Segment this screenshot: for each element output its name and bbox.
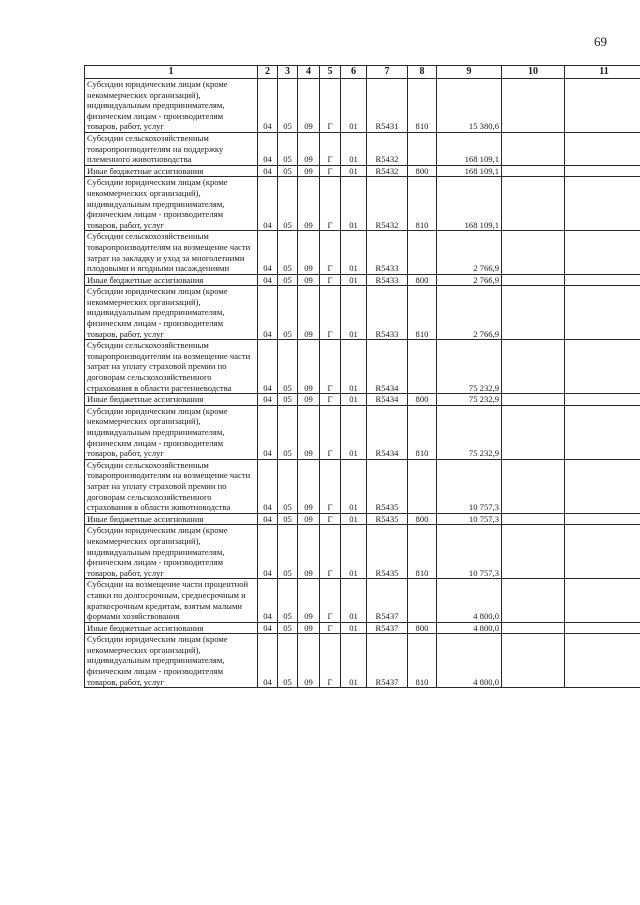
- code-cell: 04: [258, 459, 278, 513]
- code-cell: R5434: [367, 405, 408, 459]
- code-cell: 01: [341, 394, 367, 406]
- code-cell: R5432: [367, 132, 408, 165]
- amount-cell: 168 109,1: [437, 132, 502, 165]
- column-header: 8: [408, 66, 437, 79]
- code-cell: 05: [278, 513, 298, 525]
- code-cell: R5437: [367, 634, 408, 688]
- amount-cell: [502, 622, 565, 634]
- amount-cell: 2 766,9: [437, 286, 502, 340]
- code-cell: R5433: [367, 231, 408, 274]
- code-cell: 01: [341, 622, 367, 634]
- code-cell: 810: [408, 634, 437, 688]
- amount-cell: [565, 165, 640, 177]
- code-cell: Г: [320, 79, 341, 133]
- code-cell: 04: [258, 165, 278, 177]
- code-cell: 01: [341, 459, 367, 513]
- code-cell: R5437: [367, 579, 408, 622]
- code-cell: 05: [278, 231, 298, 274]
- code-cell: Г: [320, 340, 341, 394]
- amount-cell: 2 766,9: [437, 231, 502, 274]
- table-row: [85, 405, 640, 459]
- code-cell: 04: [258, 622, 278, 634]
- row-description: Субсидии сельскохозяйственным товаропроизводителям на поддержку племенного животноводства: [85, 132, 258, 165]
- table-header-row: [85, 66, 640, 79]
- code-cell: 04: [258, 405, 278, 459]
- code-cell: Г: [320, 177, 341, 231]
- row-description: Иные бюджетные ассигнования: [85, 394, 258, 406]
- code-cell: 01: [341, 340, 367, 394]
- code-cell: 04: [258, 513, 278, 525]
- row-description: Иные бюджетные ассигнования: [85, 274, 258, 286]
- column-header: 6: [341, 66, 367, 79]
- row-description: Иные бюджетные ассигнования: [85, 165, 258, 177]
- amount-cell: 75 232,9: [437, 340, 502, 394]
- column-header: 3: [278, 66, 298, 79]
- code-cell: [408, 340, 437, 394]
- code-cell: 05: [278, 405, 298, 459]
- code-cell: R5435: [367, 459, 408, 513]
- code-cell: 01: [341, 79, 367, 133]
- code-cell: 05: [278, 165, 298, 177]
- code-cell: 04: [258, 79, 278, 133]
- row-description: Субсидии юридическим лицам (кроме некоммерческих организаций), индивидуальным предпринимателям, физическим лицам - производителям товаров, работ, услуг: [85, 634, 258, 688]
- code-cell: [408, 132, 437, 165]
- code-cell: 04: [258, 525, 278, 579]
- code-cell: Г: [320, 274, 341, 286]
- column-header: 4: [298, 66, 320, 79]
- code-cell: R5432: [367, 165, 408, 177]
- code-cell: Г: [320, 231, 341, 274]
- code-cell: 05: [278, 622, 298, 634]
- amount-cell: [565, 177, 640, 231]
- code-cell: 01: [341, 177, 367, 231]
- column-header: 1: [85, 66, 258, 79]
- code-cell: 01: [341, 132, 367, 165]
- amount-cell: [502, 274, 565, 286]
- amount-cell: [565, 340, 640, 394]
- row-description: Иные бюджетные ассигнования: [85, 622, 258, 634]
- row-description: Субсидии сельскохозяйственным товаропроизводителям на возмещение части затрат на уплату страховой премии по договорам сельскохозяйственного страхования в области растениеводства: [85, 340, 258, 394]
- code-cell: 09: [298, 513, 320, 525]
- code-cell: 01: [341, 286, 367, 340]
- code-cell: 04: [258, 634, 278, 688]
- amount-cell: [565, 405, 640, 459]
- code-cell: R5433: [367, 274, 408, 286]
- row-description: Субсидии юридическим лицам (кроме некоммерческих организаций), индивидуальным предпринимателям, физическим лицам - производителям товаров, работ, услуг: [85, 286, 258, 340]
- table-row: [85, 177, 640, 231]
- amount-cell: [565, 274, 640, 286]
- code-cell: 800: [408, 274, 437, 286]
- row-description: Субсидии на возмещение части процентной ставки по долгосрочным, среднесрочным и краткосрочным кредитам, взятым малыми формами хозяйствования: [85, 579, 258, 622]
- amount-cell: [565, 459, 640, 513]
- column-header: 9: [437, 66, 502, 79]
- code-cell: 04: [258, 231, 278, 274]
- row-description: Субсидии юридическим лицам (кроме некоммерческих организаций), индивидуальным предпринимателям, физическим лицам - производителям товаров, работ, услуг: [85, 525, 258, 579]
- code-cell: 810: [408, 405, 437, 459]
- table-row: [85, 459, 640, 513]
- table-row: [85, 132, 640, 165]
- row-description: Субсидии юридическим лицам (кроме некоммерческих организаций), индивидуальным предпринимателям, физическим лицам - производителям товаров, работ, услуг: [85, 79, 258, 133]
- amount-cell: [565, 579, 640, 622]
- column-header: 7: [367, 66, 408, 79]
- amount-cell: [502, 513, 565, 525]
- amount-cell: 10 757,3: [437, 459, 502, 513]
- table-row: [85, 340, 640, 394]
- code-cell: 09: [298, 231, 320, 274]
- amount-cell: 4 800,0: [437, 579, 502, 622]
- code-cell: Г: [320, 513, 341, 525]
- code-cell: 05: [278, 634, 298, 688]
- amount-cell: 75 232,9: [437, 405, 502, 459]
- code-cell: 04: [258, 132, 278, 165]
- code-cell: 800: [408, 513, 437, 525]
- code-cell: 05: [278, 340, 298, 394]
- table-row: [85, 622, 640, 634]
- code-cell: 04: [258, 274, 278, 286]
- amount-cell: [502, 394, 565, 406]
- amount-cell: [502, 286, 565, 340]
- table-row: [85, 286, 640, 340]
- code-cell: 05: [278, 177, 298, 231]
- code-cell: 01: [341, 165, 367, 177]
- row-description: Субсидии юридическим лицам (кроме некоммерческих организаций), индивидуальным предпринимателям, физическим лицам - производителям товаров, работ, услуг: [85, 177, 258, 231]
- amount-cell: [565, 622, 640, 634]
- amount-cell: [565, 513, 640, 525]
- code-cell: 810: [408, 525, 437, 579]
- code-cell: 09: [298, 177, 320, 231]
- code-cell: 810: [408, 177, 437, 231]
- code-cell: 05: [278, 286, 298, 340]
- table-row: [85, 394, 640, 406]
- code-cell: 09: [298, 634, 320, 688]
- code-cell: Г: [320, 394, 341, 406]
- code-cell: R5431: [367, 79, 408, 133]
- table-row: [85, 231, 640, 274]
- row-description: Субсидии сельскохозяйственным товаропроизводителям на возмещение части затрат на закладку и уход за многолетними плодовыми и ягодными насаждениями: [85, 231, 258, 274]
- code-cell: 05: [278, 579, 298, 622]
- table-body: [85, 79, 640, 688]
- code-cell: Г: [320, 132, 341, 165]
- code-cell: 05: [278, 525, 298, 579]
- amount-cell: 4 800,0: [437, 634, 502, 688]
- code-cell: Г: [320, 165, 341, 177]
- code-cell: 01: [341, 274, 367, 286]
- amount-cell: 168 109,1: [437, 165, 502, 177]
- code-cell: 09: [298, 286, 320, 340]
- code-cell: 810: [408, 79, 437, 133]
- amount-cell: [565, 79, 640, 133]
- code-cell: R5433: [367, 286, 408, 340]
- code-cell: [408, 231, 437, 274]
- code-cell: 05: [278, 459, 298, 513]
- code-cell: 01: [341, 405, 367, 459]
- code-cell: 09: [298, 394, 320, 406]
- code-cell: Г: [320, 579, 341, 622]
- code-cell: 04: [258, 286, 278, 340]
- code-cell: 01: [341, 513, 367, 525]
- table-row: [85, 165, 640, 177]
- code-cell: [408, 459, 437, 513]
- code-cell: 09: [298, 132, 320, 165]
- code-cell: R5437: [367, 622, 408, 634]
- row-description: Иные бюджетные ассигнования: [85, 513, 258, 525]
- table-row: [85, 579, 640, 622]
- amount-cell: [502, 177, 565, 231]
- code-cell: Г: [320, 405, 341, 459]
- code-cell: 01: [341, 231, 367, 274]
- code-cell: Г: [320, 459, 341, 513]
- amount-cell: [502, 459, 565, 513]
- code-cell: 09: [298, 579, 320, 622]
- code-cell: Г: [320, 622, 341, 634]
- code-cell: 800: [408, 394, 437, 406]
- code-cell: 05: [278, 132, 298, 165]
- code-cell: Г: [320, 525, 341, 579]
- amount-cell: [502, 525, 565, 579]
- code-cell: 09: [298, 459, 320, 513]
- amount-cell: [565, 132, 640, 165]
- code-cell: R5434: [367, 394, 408, 406]
- amount-cell: [502, 634, 565, 688]
- amount-cell: [502, 405, 565, 459]
- column-header: 10: [502, 66, 565, 79]
- code-cell: 09: [298, 622, 320, 634]
- code-cell: 09: [298, 405, 320, 459]
- code-cell: 01: [341, 579, 367, 622]
- code-cell: 09: [298, 525, 320, 579]
- column-header: 11: [565, 66, 640, 79]
- table-row: [85, 79, 640, 133]
- amount-cell: [565, 394, 640, 406]
- budget-table: [84, 65, 640, 688]
- code-cell: 04: [258, 579, 278, 622]
- amount-cell: 10 757,3: [437, 525, 502, 579]
- code-cell: 05: [278, 394, 298, 406]
- amount-cell: [502, 231, 565, 274]
- code-cell: [408, 579, 437, 622]
- amount-cell: 4 800,0: [437, 622, 502, 634]
- amount-cell: [502, 165, 565, 177]
- code-cell: 01: [341, 634, 367, 688]
- code-cell: Г: [320, 286, 341, 340]
- amount-cell: [565, 231, 640, 274]
- code-cell: 800: [408, 622, 437, 634]
- column-header: 2: [258, 66, 278, 79]
- code-cell: 05: [278, 79, 298, 133]
- amount-cell: 10 757,3: [437, 513, 502, 525]
- code-cell: 05: [278, 274, 298, 286]
- code-cell: 810: [408, 286, 437, 340]
- amount-cell: [565, 634, 640, 688]
- amount-cell: [502, 79, 565, 133]
- amount-cell: 168 109,1: [437, 177, 502, 231]
- code-cell: 800: [408, 165, 437, 177]
- column-header: 5: [320, 66, 341, 79]
- row-description: Субсидии сельскохозяйственным товаропроизводителям на возмещение части затрат на уплату страховой премии по договорам сельскохозяйственного страхования в области животноводства: [85, 459, 258, 513]
- code-cell: 04: [258, 394, 278, 406]
- row-description: Субсидии юридическим лицам (кроме некоммерческих организаций), индивидуальным предпринимателям, физическим лицам - производителям товаров, работ, услуг: [85, 405, 258, 459]
- amount-cell: [565, 525, 640, 579]
- table-row: [85, 274, 640, 286]
- table-row: [85, 513, 640, 525]
- table-row: [85, 634, 640, 688]
- amount-cell: 75 232,9: [437, 394, 502, 406]
- amount-cell: [565, 286, 640, 340]
- code-cell: R5435: [367, 513, 408, 525]
- amount-cell: [502, 132, 565, 165]
- code-cell: 09: [298, 340, 320, 394]
- amount-cell: [502, 340, 565, 394]
- code-cell: R5432: [367, 177, 408, 231]
- code-cell: 04: [258, 340, 278, 394]
- code-cell: 04: [258, 177, 278, 231]
- page-number: 69: [594, 34, 607, 49]
- code-cell: R5435: [367, 525, 408, 579]
- code-cell: R5434: [367, 340, 408, 394]
- amount-cell: [502, 579, 565, 622]
- code-cell: 09: [298, 79, 320, 133]
- amount-cell: 2 766,9: [437, 274, 502, 286]
- code-cell: Г: [320, 634, 341, 688]
- code-cell: 09: [298, 274, 320, 286]
- code-cell: 01: [341, 525, 367, 579]
- table-row: [85, 525, 640, 579]
- amount-cell: 15 380,6: [437, 79, 502, 133]
- code-cell: 09: [298, 165, 320, 177]
